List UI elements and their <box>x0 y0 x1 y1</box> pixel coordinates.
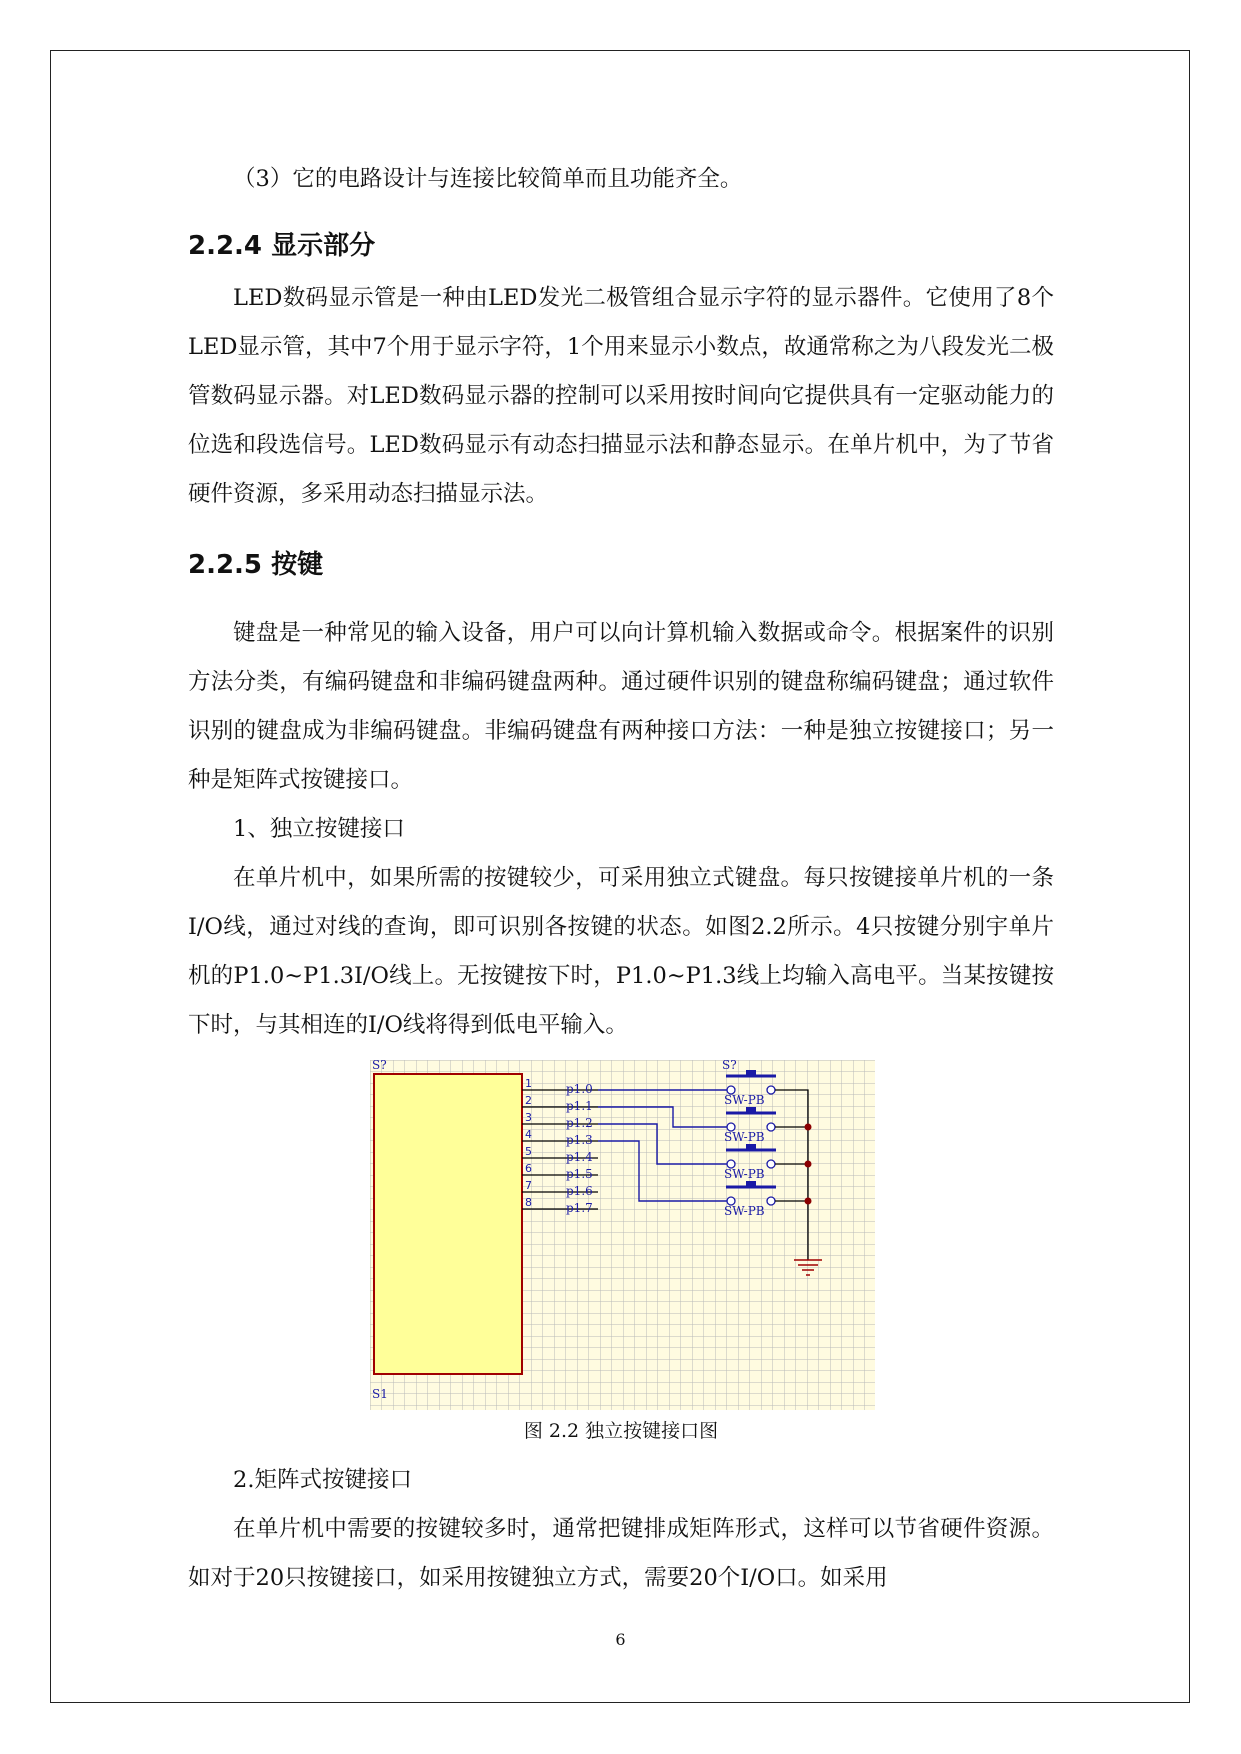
pin-number: 6 <box>525 1162 532 1175</box>
figure-2-2 <box>188 1060 1054 1410</box>
pin-name: p1.5 <box>566 1167 593 1181</box>
section-title-2-2-4: 2.2.4 显示部分 <box>188 231 376 261</box>
paragraph-matrix-keys: 在单片机中需要的按键较多时，通常把键排成矩阵形式，这样可以节省硬件资源。如对于20只按键接口，如采用按键独立方式，需要20个I/O口。如采用 <box>188 1516 1054 1591</box>
pin-name: p1.2 <box>566 1116 593 1130</box>
chip-ref-bottom: S1 <box>372 1387 388 1401</box>
pin-name: p1.7 <box>566 1201 593 1215</box>
pin-number: 3 <box>525 1111 532 1124</box>
pin-name: p1.4 <box>566 1150 593 1164</box>
pin-name: p1.6 <box>566 1184 593 1198</box>
paragraph-independent-keys: 在单片机中，如果所需的按键较少，可采用独立式键盘。每只按键接单片机的一条I/O线，通过对线的查询，即可识别各按键的状态。如图2.2所示。4只按键分别宇单片机的P1.0~P1.3I/O线上。无按键按下时，P1.0~P1.3线上均输入高电平。当某按键按下时，与其相连的I/O线将得到低电平输入。 <box>188 865 1054 1038</box>
list-item-3: （3）它的电路设计与连接比较简单而且功能齐全。 <box>233 166 743 192</box>
chip-ref-top: S? <box>372 1060 387 1072</box>
document-body <box>188 155 1054 1603</box>
paragraph-display: LED数码显示管是一种由LED发光二极管组合显示字符的显示器件。它使用了8个LED显示管，其中7个用于显示字符，1个用来显示小数点，故通常称之为八段发光二极管数码显示器。对LED数码显示器的控制可以采用按时间向它提供具有一定驱动能力的位选和段选信号。LED数码显示有动态扫描显示法和静态显示。在单片机中，为了节省硬件资源，多采用动态扫描显示法。 <box>188 285 1054 507</box>
chip-body <box>374 1074 522 1374</box>
pin-name: p1.0 <box>566 1082 593 1096</box>
switch-label: SW-PB <box>724 1093 765 1107</box>
paragraph-keyboard: 键盘是一种常见的输入设备，用户可以向计算机输入数据或命令。根据案件的识别方法分类，有编码键盘和非编码键盘两种。通过硬件识别的键盘称编码键盘；通过软件识别的键盘成为非编码键盘。非编码键盘有两种接口方法：一种是独立按键接口；另一种是矩阵式按键接口。 <box>188 620 1054 793</box>
switch-label: SW-PB <box>724 1130 765 1144</box>
subsection-title-matrix-keys: 2.矩阵式按键接口 <box>233 1467 412 1493</box>
schematic-diagram <box>370 1060 875 1410</box>
subsection-title-independent-keys: 1、独立按键接口 <box>233 816 405 842</box>
pin-number: 2 <box>525 1094 532 1107</box>
switch-ref: S? <box>722 1060 737 1072</box>
pin-number: 1 <box>525 1077 532 1090</box>
pin-number: 5 <box>525 1145 532 1158</box>
figure-caption: 图 2.2 独立按键接口图 <box>523 1420 719 1442</box>
pin-name: p1.1 <box>566 1099 593 1113</box>
pin-number: 7 <box>525 1179 532 1192</box>
switch-label: SW-PB <box>724 1204 765 1218</box>
switch-label: SW-PB <box>724 1167 765 1181</box>
pin-name: p1.3 <box>566 1133 593 1147</box>
pin-number: 4 <box>525 1128 532 1141</box>
pin-number: 8 <box>525 1196 532 1209</box>
section-title-2-2-5: 2.2.5 按键 <box>188 550 324 580</box>
page-number: 6 <box>615 1630 626 1649</box>
